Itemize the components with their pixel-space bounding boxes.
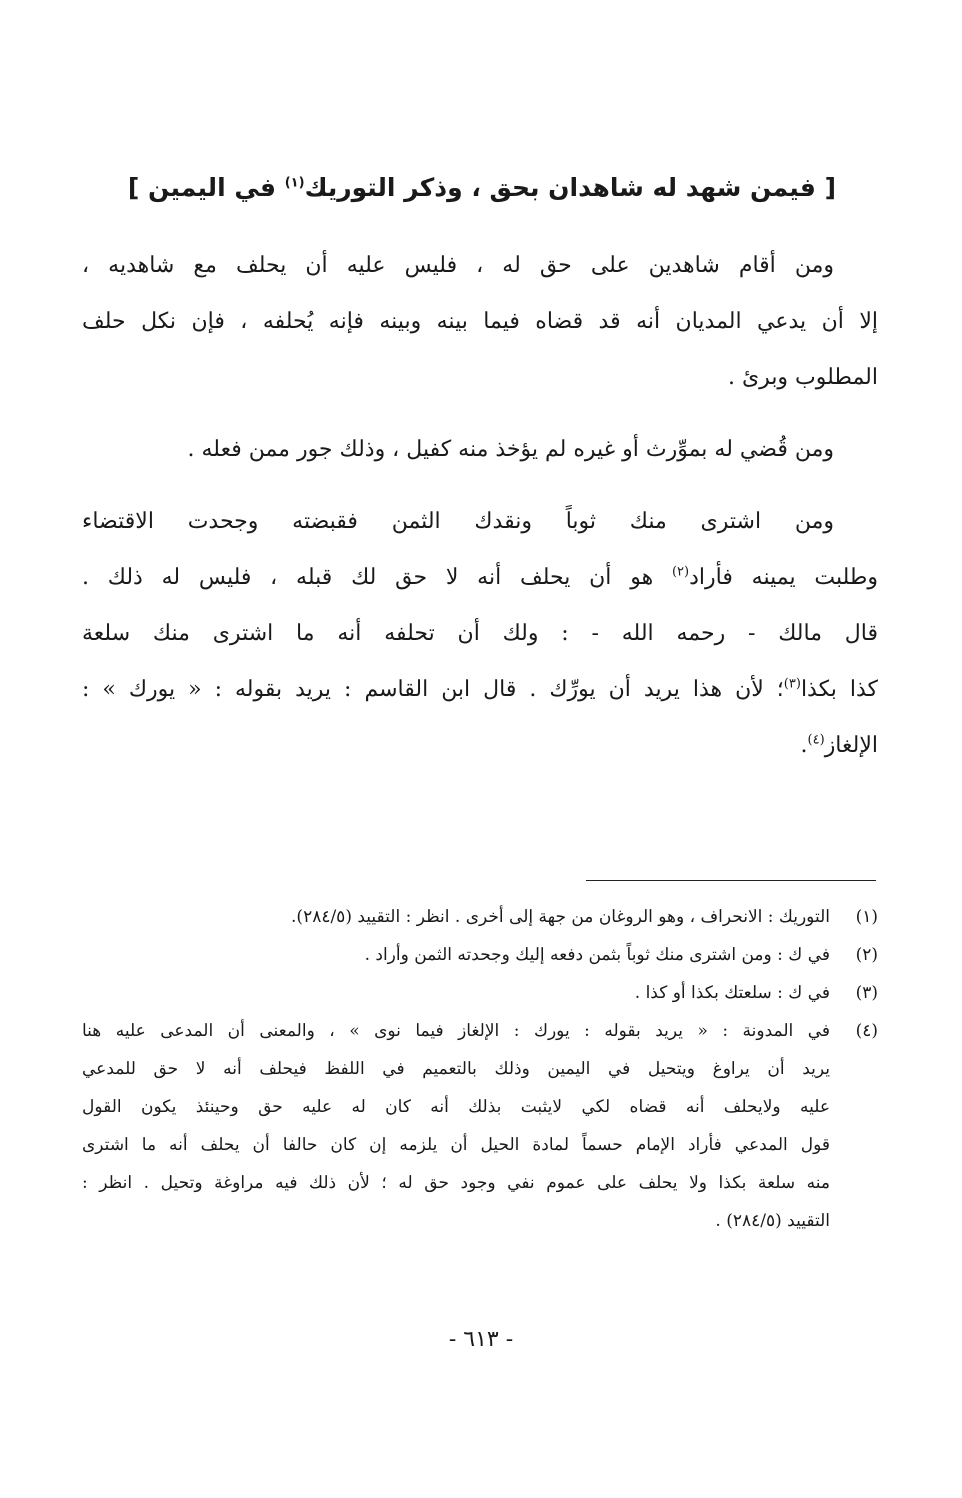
text-line [82, 718, 878, 774]
footnote-1 [82, 898, 878, 936]
text-line: إلا أن يدعي المديان أنه قد قضاه فيما بينه وبينه فإنه يُحلفه ، فإن نكل حلف [82, 309, 878, 334]
heading-close-bracket: ] [127, 173, 140, 202]
text-segment: وطلبت يمينه فأراد [689, 565, 878, 590]
heading-open-bracket: [ [824, 173, 836, 202]
text-segment: كذا بكذا [800, 677, 878, 702]
footnote-3 [82, 974, 878, 1012]
text-line [82, 662, 878, 718]
footnote-4 [82, 1012, 878, 1240]
footnote-number: (٣) [855, 983, 878, 1003]
footnote-number: (٢) [855, 945, 878, 965]
footnotes [82, 898, 878, 1240]
paragraph-2 [82, 422, 878, 478]
text-segment: هو أن يحلف أنه لا حق لك قبله ، فليس له ذلك . [82, 565, 672, 590]
text-segment: الإلغاز [824, 733, 878, 758]
main-text [82, 238, 878, 774]
footnote-line: عليه ولايحلف أنه قضاه لكي لايثبت بذلك أنه كان له عليه حق وحينئذ يكون القول [82, 1097, 830, 1117]
footnote-number: (٤) [855, 1021, 878, 1041]
footnote-line: التقييد (٢٨٤/٥) . [715, 1211, 830, 1231]
text-line: ومن قُضي له بموِّرث أو غيره لم يؤخذ منه كفيل ، وذلك جور ممن فعله . [187, 437, 834, 462]
text-line: ومن أقام شاهدين على حق له ، فليس عليه أن يحلف مع شاهديه ، [82, 253, 834, 278]
footnote-line: التوريك : الانحراف ، وهو الروغان من جهة إلى أخرى . انظر : التقييد (٢٨٤/٥). [291, 907, 830, 927]
footnote-number: (١) [855, 907, 878, 927]
paragraph-1 [82, 238, 878, 406]
text-line [82, 550, 878, 606]
section-heading [127, 168, 836, 208]
footnote-ref-2[interactable]: (٢) [671, 564, 690, 580]
footnote-line: في المدونة : « يريد بقوله : يورك : الإلغاز فيما نوى » ، والمعنى أن المدعى عليه هنا [82, 1021, 830, 1041]
footnote-ref-3[interactable]: (٣) [783, 676, 801, 692]
text-line: قال مالك - رحمه الله - : ولك أن تحلفه أنه ما اشترى منك سلعة [82, 621, 878, 646]
text-segment: . [800, 733, 808, 758]
footnote-2 [82, 936, 878, 974]
footnote-line: يريد أن يراوغ ويتحيل في اليمين وذلك بالتعميم في اللفظ فيحلف أنه لا حق للمدعي [82, 1059, 830, 1079]
footnote-ref-4[interactable]: (٤) [807, 732, 825, 748]
footnote-ref-1[interactable]: (١) [284, 175, 305, 191]
text-line: المطلوب وبرئ . [727, 365, 878, 390]
footnote-line: في ك : ومن اشترى منك ثوباً بثمن دفعه إليك وجحدته الثمن وأراد . [364, 945, 830, 965]
paragraph-3 [82, 494, 878, 774]
footnote-line: منه سلعة بكذا ولا يحلف على عموم نفي وجود حق له ؛ لأن ذلك فيه مراوغة وتحيل . انظر : [82, 1173, 830, 1193]
text-line: ومن اشترى منك ثوباً ونقدك الثمن فقبضته وجحدت الاقتضاء [82, 509, 834, 534]
footnote-line: قول المدعي فأراد الإمام حسماً لمادة الحيل أن يلزمه إن كان حالفا أن يحلف أنه ما اشترى [82, 1135, 830, 1155]
page-number: - ٦١٣ - [448, 1327, 514, 1352]
footnote-divider [586, 880, 876, 881]
footnote-line: في ك : سلعتك بكذا أو كذا . [634, 983, 830, 1003]
heading-text: فيمن شهد له شاهدان بحق ، وذكر التوريك [304, 173, 816, 202]
heading-text-end: في اليمين [148, 173, 285, 202]
text-segment: ؛ لأن هذا يريد أن يورِّك . قال ابن القاسم : يريد بقوله : « يورك » : [82, 677, 784, 702]
